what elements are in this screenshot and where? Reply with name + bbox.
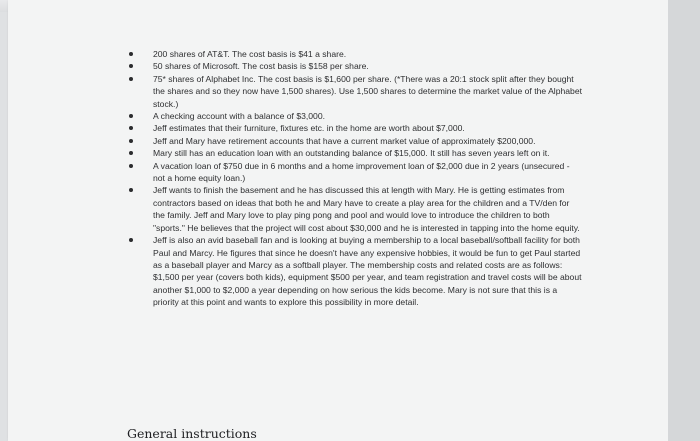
bullet-icon <box>129 164 133 168</box>
bullet-icon <box>129 52 133 56</box>
list-item <box>8 147 583 159</box>
list-item-text: 50 shares of Microsoft. The cost basis is $158 per share. <box>153 61 369 72</box>
list-item <box>8 60 583 72</box>
bullet-icon <box>129 188 133 192</box>
right-gutter <box>668 0 700 441</box>
bullet-icon <box>129 114 133 118</box>
list-item <box>8 73 583 110</box>
bullet-icon <box>129 126 133 130</box>
bullet-list <box>8 48 583 309</box>
list-item <box>8 135 583 147</box>
list-item <box>8 48 583 60</box>
bullet-icon <box>129 64 133 68</box>
list-item-text: 200 shares of AT&T. The cost basis is $41 a share. <box>153 49 347 59</box>
list-item <box>8 184 583 234</box>
list-item <box>8 234 583 308</box>
list-item-text: 75* shares of Alphabet Inc. The cost basis is $1,600 per share. (*There was a 20:1 stock split after they bought the shares and so they now have 1,500 shares). Use 1,500 shares to determine the market value of the Alphabet stock.) <box>153 73 582 109</box>
list-item-text: Jeff and Mary have retirement accounts that have a current market value of approximately $200,000. <box>153 135 536 146</box>
list-item-text: A vacation loan of $750 due in 6 months and a home improvement loan of $2,000 due in 2 years (unsecured - not a home equity loan.) <box>153 160 570 184</box>
list-item-text: Jeff is also an avid baseball fan and is looking at buying a membership to a local baseball/softball facility for both Paul and Marcy. He figures that since he doesn't have any expensive hobbies, it would be fun to get Paul started as a baseball player and Marcy as a softball player. The membership costs and related costs are as follows: $1,500 per year (covers both kids), equipment $500 per year, and team registration and travel costs will be about another $1,000 to $2,000 a year depending on how serious the kids become. Mary is not sure that this is a priority at this point and wants to explore this possibility in more detail. <box>153 235 582 308</box>
list-item-text: A checking account with a balance of $3,000. <box>153 111 325 122</box>
bullet-icon <box>129 139 133 143</box>
document-page <box>8 0 668 441</box>
bullet-icon <box>129 151 133 155</box>
bullet-icon <box>129 77 133 81</box>
list-item <box>8 160 583 185</box>
list-item-text: Jeff wants to finish the basement and he has discussed this at length with Mary. He is getting estimates from contractors based on ideas that both he and Mary have to create a play area for the children and a TV/den for the family. Jeff and Mary love to play ping pong and pool and would love to introduce the children to both "sports." He believes that the project will cost about $30,000 and he is interested in tapping into the home equity. <box>153 185 580 233</box>
bullet-icon <box>129 238 133 242</box>
list-item-text: Mary still has an education loan with an outstanding balance of $15,000. It still has seven years left on it. <box>153 148 550 159</box>
list-item <box>8 110 583 122</box>
list-item-text: Jeff estimates that their furniture, fixtures etc. in the home are worth about $7,000. <box>153 123 465 134</box>
section-heading: General instructions <box>127 426 257 441</box>
list-item <box>8 122 583 134</box>
